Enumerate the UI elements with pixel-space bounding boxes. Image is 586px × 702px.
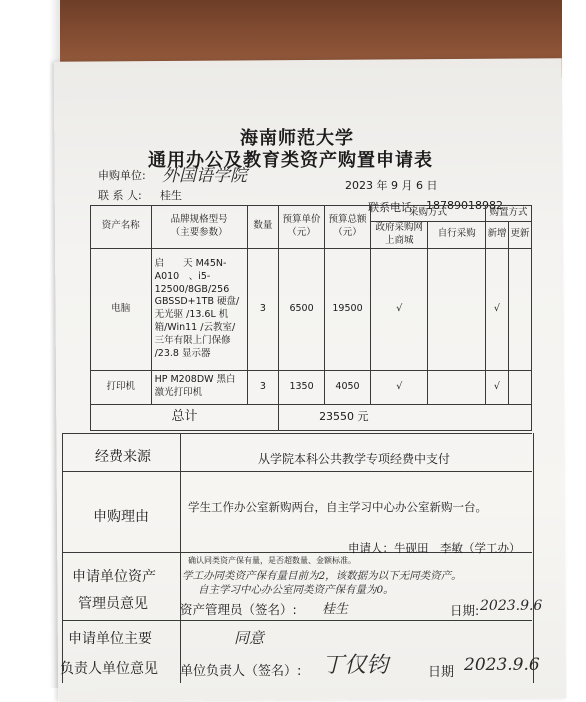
leader-date-label: 日期: [428, 665, 455, 680]
funding-label: 经费来源: [95, 449, 151, 465]
row1-qty: 3: [247, 248, 278, 370]
row2-replace: [508, 370, 531, 404]
row2-total: 4050: [325, 370, 371, 404]
asset-admin-signature: 桂生: [322, 602, 349, 617]
row1-new-check: √: [485, 248, 508, 370]
phone-value: 18789018982: [426, 199, 503, 212]
phone-label: 联系电话:: [368, 201, 416, 214]
buyer-value: 外国语学院: [162, 166, 247, 186]
background-left: [0, 0, 60, 688]
leader-label-1: 申请单位主要: [68, 631, 152, 647]
header-new: 新增: [485, 222, 508, 249]
row1-self: [428, 248, 485, 370]
header-spec-sub: （主要参数）: [170, 226, 228, 238]
row1-name: 电脑: [91, 248, 152, 370]
leader-date: 2023.9.6: [464, 655, 540, 675]
table-row: [91, 370, 532, 404]
asset-admin-handwriting-1: 学工办同类资产保有量目前为2，该数据为以下无同类资产。: [182, 570, 462, 582]
funding-value: 从学院本科公共教学专项经费中支付: [258, 452, 451, 466]
asset-table: [90, 205, 532, 431]
header-spec: [151, 206, 247, 249]
leader-signature-label: 单位负责人（签名）:: [180, 664, 302, 679]
header-gov: 政府采购网上商城: [371, 222, 428, 249]
row2-self: [428, 370, 485, 404]
sum-label: 总计: [91, 404, 279, 430]
document-subtitle: 通用办公及教育类资产购置申请表: [148, 150, 433, 171]
reason-text: 学生工作办公室新购两台，自主学习中心办公室新购一台。: [188, 500, 487, 514]
asset-admin-handwriting-2: 自主学习中心办公室同类资产保有量为0。: [198, 584, 394, 596]
header-spec-title: 品牌规格型号: [170, 214, 228, 225]
table-row: [91, 248, 532, 370]
row2-name: 打印机: [91, 370, 152, 404]
contact-label: 联 系 人:: [98, 189, 142, 202]
row2-gov-check: √: [371, 370, 428, 404]
header-unit-price: 预算单价（元）: [279, 206, 325, 249]
applicant: 申请人：牛砚田 李敏（学工办）: [348, 541, 521, 555]
asset-admin-note: 确认同类资产保有量，是否超数量、金额标准。: [188, 556, 356, 565]
contact-value: 桂生: [160, 189, 182, 202]
header-name: 资产名称: [91, 206, 152, 249]
buyer-label: 申购单位:: [98, 169, 146, 182]
row1-spec: 启 天 M45N-A010 、i5-12500/8GB/256 GBSSD+1TB 硬盘/无光驱 /13.6L 机箱/Win11 /云教室/三年有限上门保修 /23.8 显示器: [151, 248, 247, 370]
header-method: 采购方式: [371, 206, 486, 222]
leader-signature: 丁仅钧: [322, 653, 389, 678]
header-total: 预算总额（元）: [325, 206, 371, 249]
leader-opinion: 同意: [234, 629, 265, 647]
sum-value: 23550 元: [279, 404, 532, 430]
date-line: 2023 年 9 月 6 日: [345, 179, 438, 192]
row1-total: 19500: [325, 248, 371, 370]
row1-replace: [508, 248, 531, 370]
header-replace: 更新: [508, 222, 531, 249]
row1-unit-price: 6500: [279, 248, 325, 370]
asset-admin-signature-label: 资产管理员（签名）:: [180, 602, 297, 617]
reason-label: 申购理由: [93, 509, 149, 525]
asset-admin-date: 2023.9.6: [480, 598, 543, 614]
background-right: [562, 0, 586, 688]
document-title: 海南师范大学: [240, 128, 354, 149]
row2-qty: 3: [247, 370, 278, 404]
asset-admin-label-1: 申请单位资产: [72, 569, 156, 585]
row2-new-check: √: [485, 370, 508, 404]
asset-admin-date-label: 日期:: [450, 603, 480, 618]
header-qty: 数量: [247, 206, 278, 249]
header-self: 自行采购: [428, 222, 485, 249]
row2-spec: HP M208DW 黑白激光打印机: [151, 370, 247, 404]
row2-unit-price: 1350: [279, 370, 325, 404]
asset-admin-label-2: 管理员意见: [78, 596, 148, 612]
row1-gov-check: √: [371, 248, 428, 370]
leader-label-2: 负责人单位意见: [60, 661, 158, 677]
header-buy-type: 购置方式: [485, 206, 531, 222]
